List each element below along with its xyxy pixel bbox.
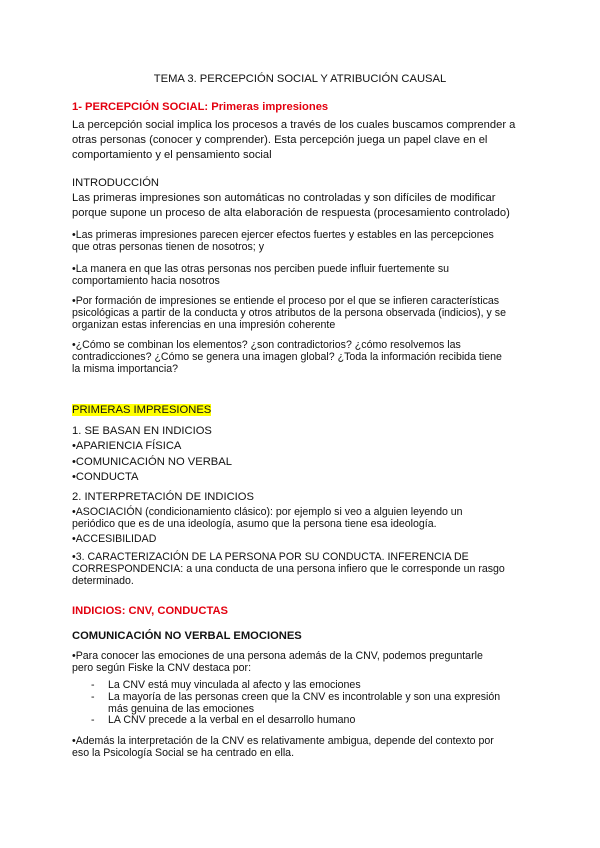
paragraph-line: pero según Fiske la CNV destaca por: xyxy=(72,662,252,674)
list-line: 2. INTERPRETACIÓN DE INDICIOS xyxy=(72,491,254,503)
intro-heading: INTRODUCCIÓN xyxy=(72,177,160,189)
list-line: •CONDUCTA xyxy=(72,471,139,483)
paragraph-line: •Además la interpretación de la CNV es relativamente ambigua, depende del contexto por xyxy=(72,735,494,747)
list-line: •COMUNICACIÓN NO VERBAL xyxy=(72,456,232,468)
primeras-impresiones-heading xyxy=(72,404,211,417)
dash-item: LA CNV precede a la verbal en el desarrollo humano xyxy=(108,714,356,726)
list-line: •ASOCIACIÓN (condicionamiento clásico): por ejemplo si veo a alguien leyendo un xyxy=(72,506,463,518)
bullet-line: •La manera en que las otras personas nos perciben puede influir fuertemente su xyxy=(72,263,450,275)
list-line: 1. SE BASAN EN INDICIOS xyxy=(72,425,212,437)
highlighted-heading: PRIMERAS IMPRESIONES xyxy=(72,404,212,416)
bullet-line: la misma importancia? xyxy=(72,363,178,375)
list-line: periódico que es de una ideología, asumo que la persona tiene esa ideología. xyxy=(72,518,437,530)
paragraph-line: •Para conocer las emociones de una persona además de la CNV, podemos preguntarle xyxy=(72,650,483,662)
list-line: CORRESPONDENCIA: a una conducta de una persona infiero que le corresponde un rasgo xyxy=(72,563,505,575)
list-line: determinado. xyxy=(72,575,134,587)
bullet-line: contradicciones? ¿Cómo se genera una imagen global? ¿Toda la información recibida tiene xyxy=(72,351,502,363)
dash-marker: - xyxy=(91,679,95,691)
bullet-line: organizan estas inferencias en una impresión coherente xyxy=(72,319,336,331)
subheading-cnv: COMUNICACIÓN NO VERBAL EMOCIONES xyxy=(72,630,302,642)
dash-item: La mayoría de las personas creen que la CNV es incontrolable y son una expresión xyxy=(108,691,501,703)
paragraph-line: comportamiento y el pensamiento social xyxy=(72,149,272,161)
paragraph-line: porque supone un proceso de alta elaboración de respuesta (procesamiento controlado) xyxy=(72,207,510,219)
dash-marker: - xyxy=(91,714,95,726)
bullet-line: comportamiento hacia nosotros xyxy=(72,275,220,287)
bullet-line: •Las primeras impresiones parecen ejercer efectos fuertes y estables en las percepciones xyxy=(72,229,494,241)
page-title: TEMA 3. PERCEPCIÓN SOCIAL Y ATRIBUCIÓN CAUSAL xyxy=(153,73,447,85)
bullet-line: •¿Cómo se combinan los elementos? ¿son contradictorios? ¿cómo resolvemos las xyxy=(72,339,461,351)
list-line: •ACCESIBILIDAD xyxy=(72,533,157,545)
list-line: •APARIENCIA FÍSICA xyxy=(72,440,182,452)
section-heading-indicios: INDICIOS: CNV, CONDUCTAS xyxy=(72,605,229,617)
dash-item-cont: más genuina de las emociones xyxy=(108,703,255,715)
paragraph-line: otras personas (conocer y comprender). Esta percepción juega un papel clave en el xyxy=(72,134,488,146)
paragraph-line: La percepción social implica los procesos a través de los cuales buscamos comprender a xyxy=(72,119,516,131)
section-heading-percepcion: 1- PERCEPCIÓN SOCIAL: Primeras impresiones xyxy=(72,101,329,113)
list-line: •3. CARACTERIZACIÓN DE LA PERSONA POR SU CONDUCTA. INFERENCIA DE xyxy=(72,551,469,563)
paragraph-line: Las primeras impresiones son automáticas no controladas y son difíciles de modificar xyxy=(72,192,496,204)
dash-item: La CNV está muy vinculada al afecto y las emociones xyxy=(108,679,361,691)
bullet-line: psicológicas a partir de la conducta y otros atributos de la persona observada (indicios), y se xyxy=(72,307,506,319)
bullet-line: que otras personas tienen de nosotros; y xyxy=(72,241,264,253)
dash-marker: - xyxy=(91,691,95,703)
paragraph-line: eso la Psicología Social se ha centrado en ella. xyxy=(72,747,295,759)
bullet-line: •Por formación de impresiones se entiende el proceso por el que se infieren características xyxy=(72,295,500,307)
